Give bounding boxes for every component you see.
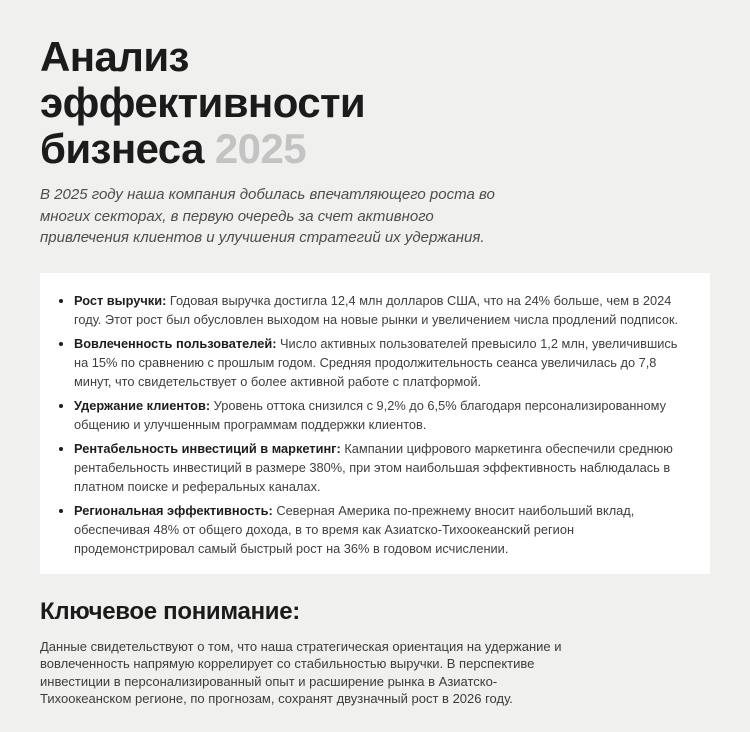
key-insight-heading: Ключевое понимание: xyxy=(40,597,300,625)
insight-text: Уровень оттока снизился с 9,2% до 6,5% благодаря персонализированному общению и улучшенным программам поддержки клиентов. xyxy=(74,397,666,432)
insight-text: Число активных пользователей превысило 1,2 млн, увеличившись на 15% по сравнению с прошлым годом. Средняя продолжительность сеанса увеличилась до 7,8 минут, что свидетельствует о более активной работе с платформой. xyxy=(74,335,678,389)
insight-text: Северная Америка по-прежнему вносит наибольший вклад, обеспечивая 48% от общего дохода, в то время как Азиатско-Тихоокеанский регион продемонстрировал самый быстрый рост на 36% в годовом исчислении. xyxy=(74,502,635,556)
insight-term: Рентабельность инвестиций в маркетинг: xyxy=(74,440,341,456)
insight-text: Кампании цифрового маркетинга обеспечили среднюю рентабельность инвестиций в размере 380%, при этом наибольшая эффективность наблюдалась в платном поиске и реферальных каналах. xyxy=(74,440,673,494)
insight-item-user-engagement xyxy=(74,334,694,391)
insight-term: Региональная эффективность: xyxy=(74,502,273,518)
insights-list xyxy=(56,291,694,558)
intro-paragraph: В 2025 году наша компания добилась впечатляющего роста во многих секторах, в первую очередь за счет активного привлечения клиентов и улучшения стратегий их удержания. xyxy=(40,186,495,246)
insight-term: Вовлеченность пользователей: xyxy=(74,335,277,351)
insight-term: Удержание клиентов: xyxy=(74,397,211,413)
insight-term: Рост выручки: xyxy=(74,292,167,308)
insight-item-customer-retention xyxy=(74,396,694,434)
title-line-3-text: бизнеса xyxy=(40,125,204,172)
title-line-2: эффективности xyxy=(40,79,366,126)
insight-item-regional-performance xyxy=(74,501,694,558)
title-line-3 xyxy=(40,126,710,172)
page-title xyxy=(40,34,710,172)
insights-card xyxy=(40,273,710,574)
key-insight-paragraph: Данные свидетельствуют о том, что наша стратегическая ориентация на удержание и вовлеченность напрямую коррелирует со стабильностью выручки. В перспективе инвестиции в персонализированный опыт и расширение рынка в Азиатско-Тихоокеанском регионе, по прогнозам, сохранят двузначный рост в 2026 году. xyxy=(40,638,562,706)
title-year: 2025 xyxy=(214,125,306,172)
insight-item-marketing-roi xyxy=(74,439,694,496)
insight-item-revenue-growth xyxy=(74,291,694,329)
title-line-1: Анализ xyxy=(40,33,189,80)
insight-text: Годовая выручка достигла 12,4 млн долларов США, что на 24% больше, чем в 2024 году. Этот рост был обусловлен выходом на новые рынки и увеличением числа продлений подписок. xyxy=(74,292,679,327)
